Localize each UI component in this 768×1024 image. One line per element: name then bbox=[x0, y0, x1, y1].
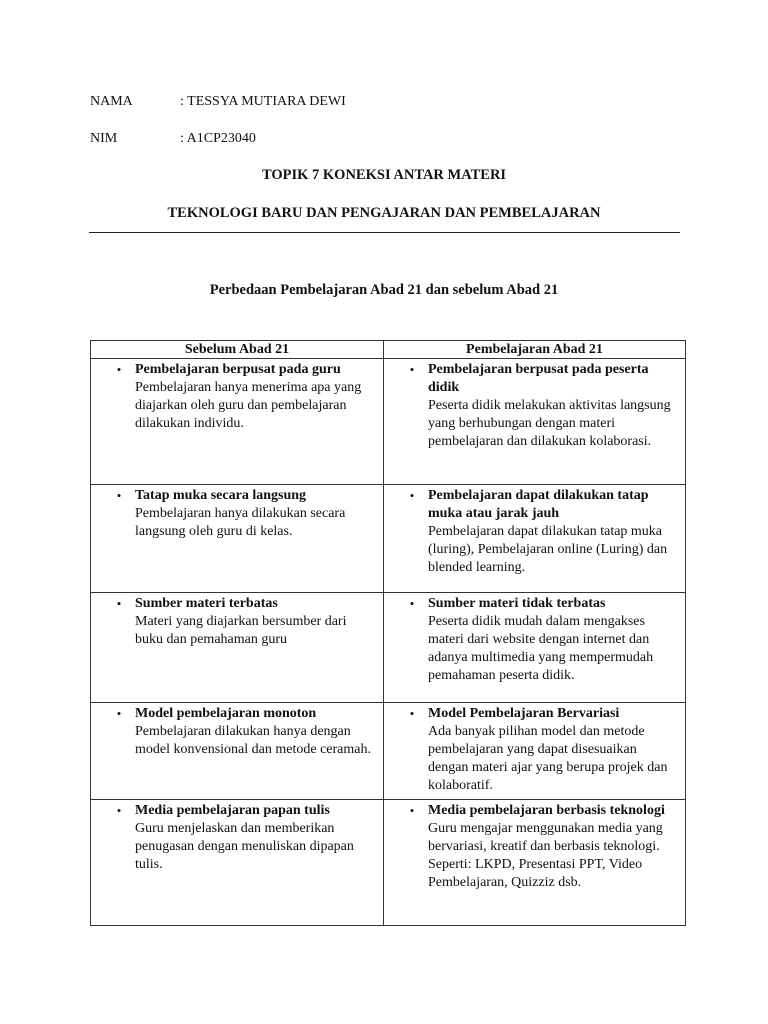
header-divider bbox=[89, 232, 680, 233]
bullet-icon: • bbox=[116, 803, 122, 818]
bullet-icon: • bbox=[409, 706, 415, 721]
item-heading: Pembelajaran berpusat pada guru bbox=[135, 362, 341, 377]
item-heading: Pembelajaran berpusat pada peserta didik bbox=[428, 362, 649, 395]
table-cell-21st-century bbox=[384, 800, 686, 926]
comparison-table bbox=[90, 340, 686, 926]
item-description: Pembelajaran hanya dilakukan secara langsung oleh guru di kelas. bbox=[135, 506, 346, 539]
nim-label: NIM bbox=[90, 131, 118, 146]
item-description: Pembelajaran dapat dilakukan tatap muka (luring), Pembelajaran online (Luring) dan blended learning. bbox=[428, 524, 668, 575]
column-header-21st-century: Pembelajaran Abad 21 bbox=[384, 341, 686, 359]
item-description: Guru menjelaskan dan memberikan penugasan dengan menuliskan dipapan tulis. bbox=[135, 821, 354, 872]
table-cell-before bbox=[91, 703, 384, 800]
item-heading: Media pembelajaran berbasis teknologi bbox=[428, 803, 665, 818]
table-cell-21st-century bbox=[384, 485, 686, 593]
table-header-row bbox=[91, 341, 686, 359]
comparison-item bbox=[97, 361, 377, 433]
comparison-item bbox=[390, 802, 679, 892]
name-label: NAMA bbox=[90, 94, 133, 109]
bullet-icon: • bbox=[409, 362, 415, 377]
table-cell-before bbox=[91, 800, 384, 926]
table-cell-21st-century bbox=[384, 703, 686, 800]
topic-title: TOPIK 7 KONEKSI ANTAR MATERI bbox=[261, 167, 507, 183]
comparison-item bbox=[390, 705, 679, 795]
comparison-item bbox=[390, 595, 679, 685]
item-description: Peserta didik melakukan aktivitas langsung yang berhubungan dengan materi pembelajaran dan dilakukan kolaborasi. bbox=[428, 398, 671, 449]
table-row bbox=[91, 359, 686, 485]
item-heading: Model Pembelajaran Bervariasi bbox=[428, 706, 620, 721]
comparison-item bbox=[97, 595, 377, 649]
comparison-item bbox=[390, 487, 679, 577]
item-heading: Tatap muka secara langsung bbox=[135, 488, 307, 503]
item-heading: Sumber materi terbatas bbox=[135, 596, 278, 611]
bullet-icon: • bbox=[409, 488, 415, 503]
table-title: Perbedaan Pembelajaran Abad 21 dan sebelum Abad 21 bbox=[209, 282, 559, 298]
item-description: Peserta didik mudah dalam mengakses materi dari website dengan internet dan adanya multimedia yang mempermudah pemahaman peserta didik. bbox=[428, 614, 654, 683]
item-description: Materi yang diajarkan bersumber dari buku dan pemahaman guru bbox=[135, 614, 347, 647]
item-heading: Model pembelajaran monoton bbox=[135, 706, 317, 721]
bullet-icon: • bbox=[116, 706, 122, 721]
table-cell-before bbox=[91, 359, 384, 485]
comparison-item bbox=[97, 802, 377, 874]
item-description: Ada banyak pilihan model dan metode pembelajaran yang dapat disesuaikan dengan materi ajar yang berupa projek dan kolaboratif. bbox=[428, 724, 668, 793]
name-value: : TESSYA MUTIARA DEWI bbox=[180, 94, 346, 109]
item-heading: Sumber materi tidak terbatas bbox=[428, 596, 606, 611]
item-heading: Media pembelajaran papan tulis bbox=[135, 803, 330, 818]
item-description: Pembelajaran hanya menerima apa yang diajarkan oleh guru dan pembelajaran dilakukan individu. bbox=[135, 380, 362, 431]
table-cell-before bbox=[91, 593, 384, 703]
table-cell-before bbox=[91, 485, 384, 593]
bullet-icon: • bbox=[409, 596, 415, 611]
column-header-before: Sebelum Abad 21 bbox=[91, 341, 384, 359]
item-description: Guru mengajar menggunakan media yang bervariasi, kreatif dan berbasis teknologi. Seperti: LKPD, Presentasi PPT, Video Pembelajaran, Quizziz dsb. bbox=[428, 821, 663, 890]
item-heading: Pembelajaran dapat dilakukan tatap muka atau jarak jauh bbox=[428, 488, 649, 521]
table-row bbox=[91, 593, 686, 703]
bullet-icon: • bbox=[116, 596, 122, 611]
table-row bbox=[91, 703, 686, 800]
subtopic-title: TEKNOLOGI BARU DAN PENGAJARAN DAN PEMBELAJARAN bbox=[167, 205, 601, 221]
table-row bbox=[91, 800, 686, 926]
comparison-item bbox=[97, 705, 377, 759]
bullet-icon: • bbox=[409, 803, 415, 818]
comparison-item bbox=[97, 487, 377, 541]
table-cell-21st-century bbox=[384, 359, 686, 485]
comparison-item bbox=[390, 361, 679, 451]
bullet-icon: • bbox=[116, 362, 122, 377]
nim-value: : A1CP23040 bbox=[180, 131, 256, 146]
table-cell-21st-century bbox=[384, 593, 686, 703]
table-row bbox=[91, 485, 686, 593]
item-description: Pembelajaran dilakukan hanya dengan model konvensional dan metode ceramah. bbox=[135, 724, 371, 757]
bullet-icon: • bbox=[116, 488, 122, 503]
